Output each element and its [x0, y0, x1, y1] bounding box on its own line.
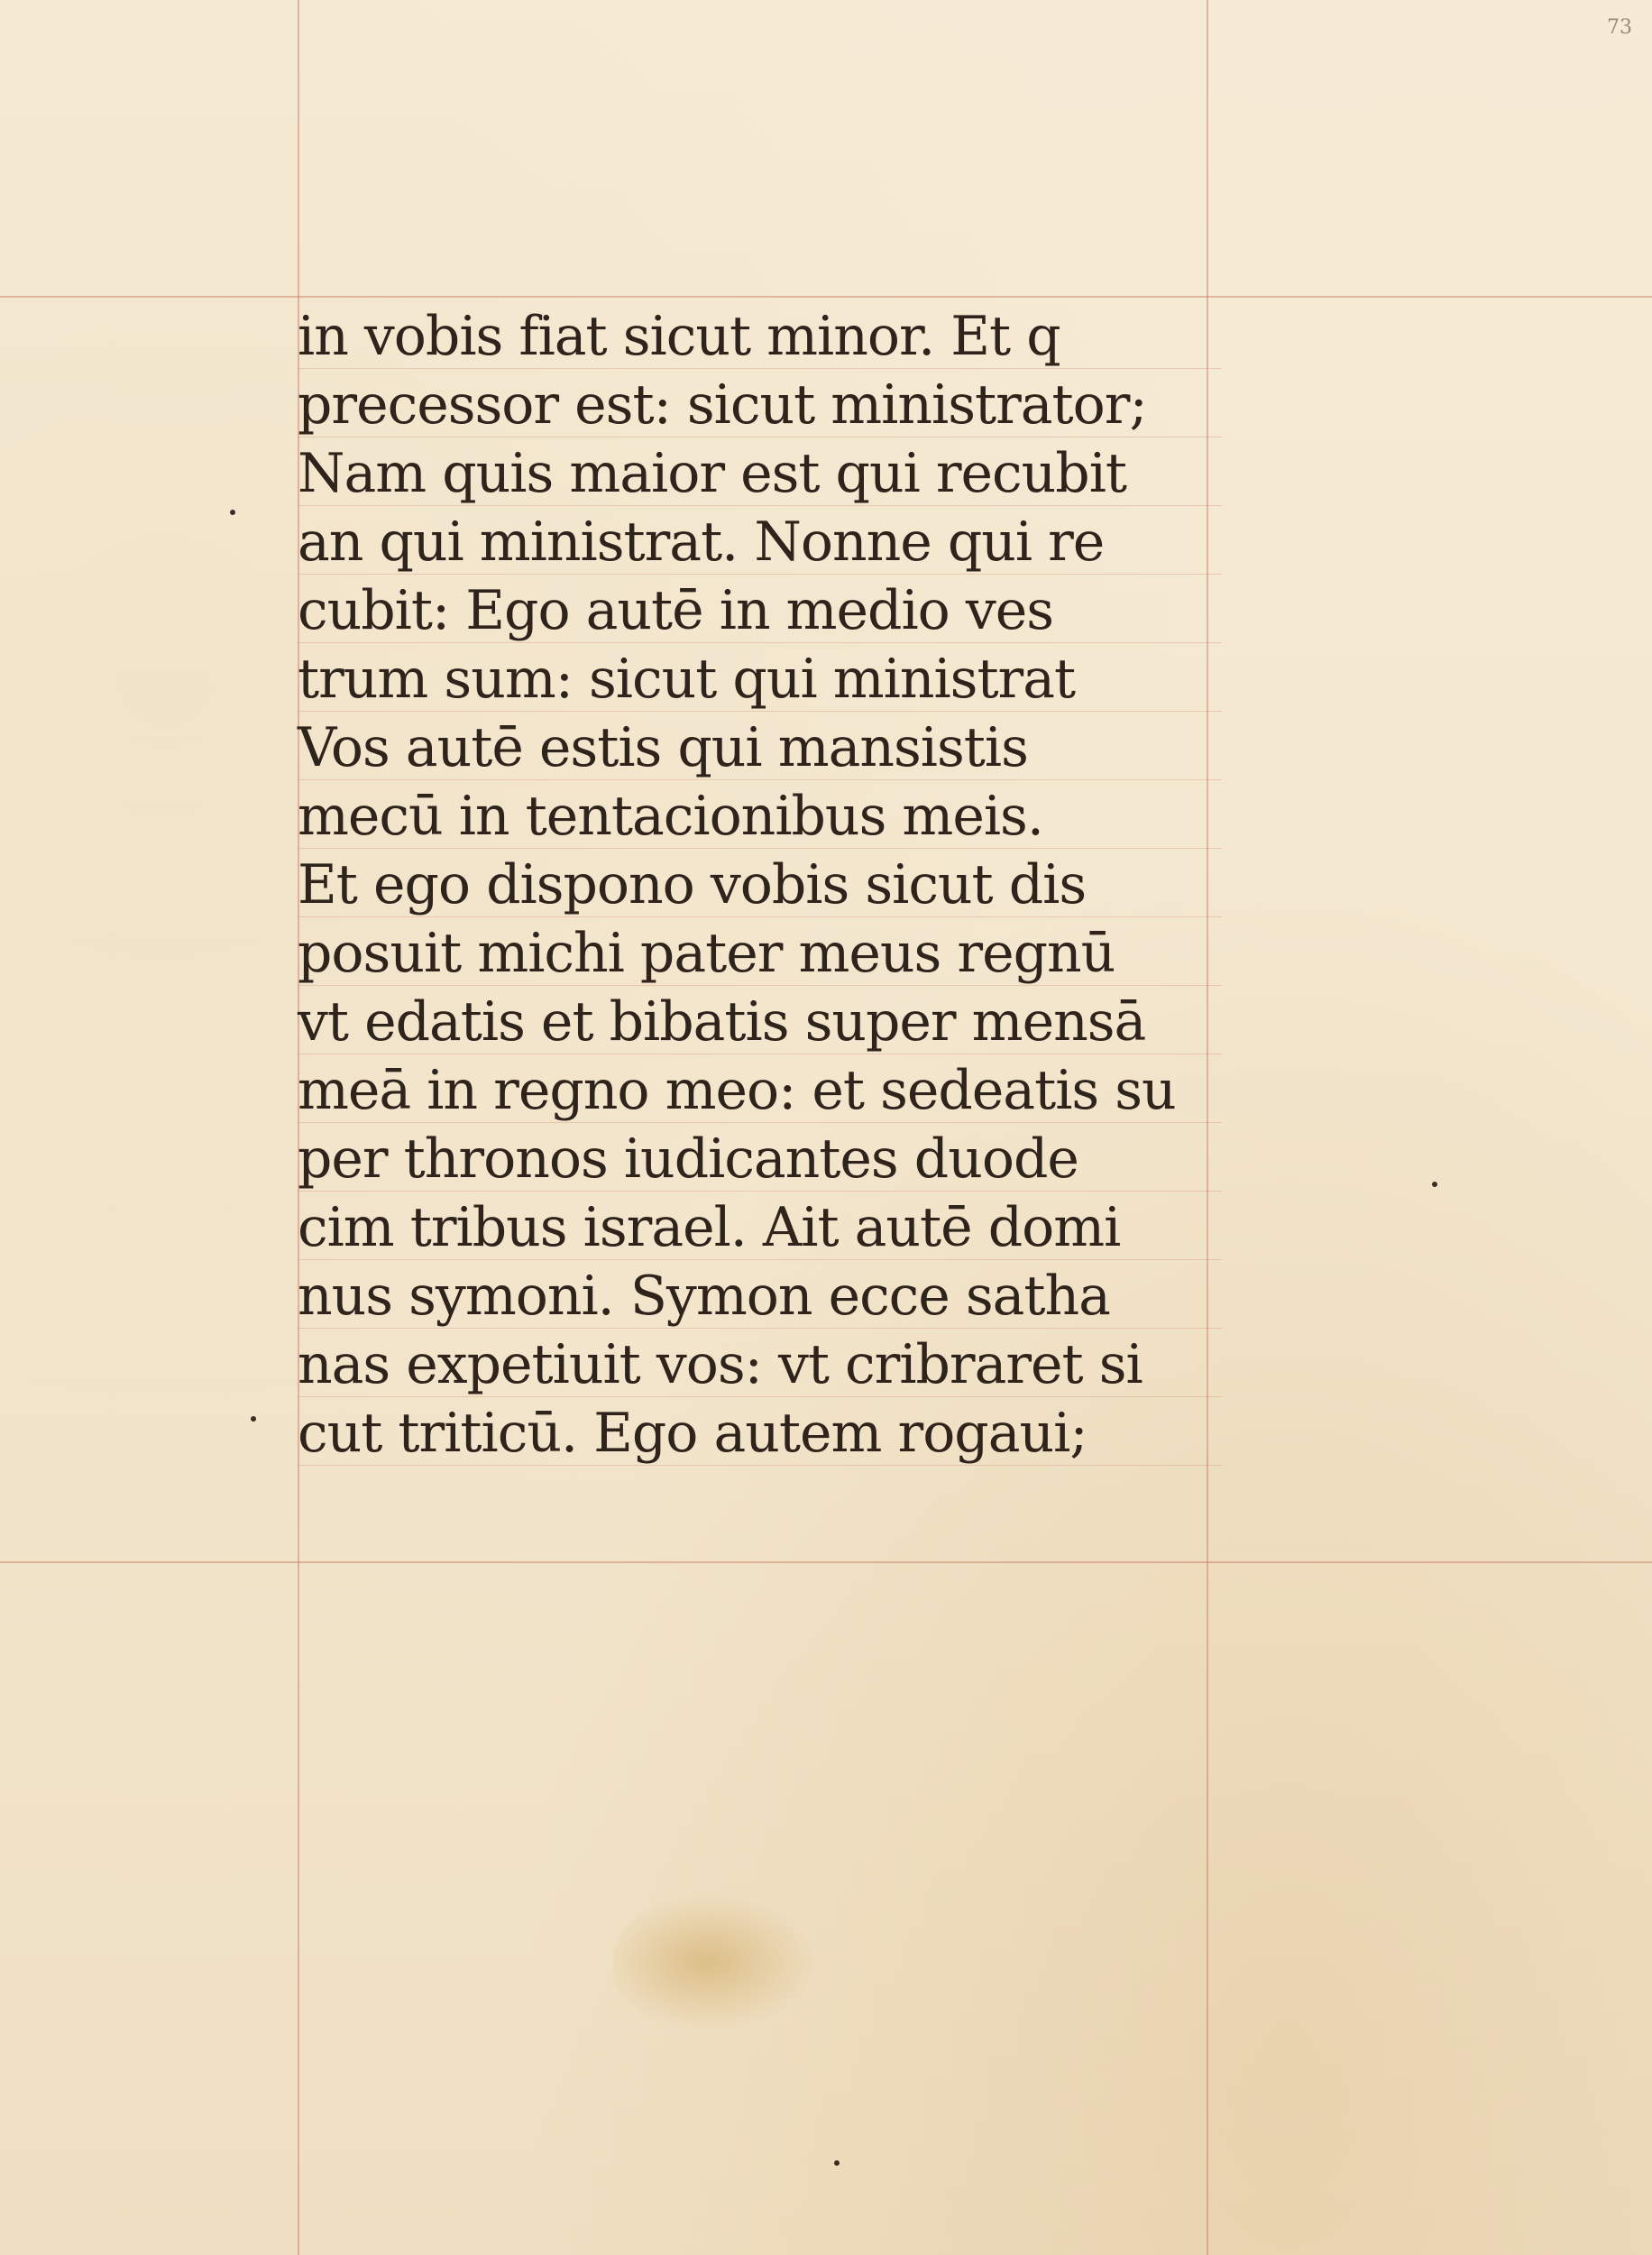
text-line — [298, 506, 1222, 575]
ink-speck — [230, 510, 235, 515]
line-text: cubit: Ego autē in medio ves — [298, 579, 1054, 642]
line-text: mecū in tentacionibus meis. — [298, 785, 1043, 848]
line-text: per thronos iudicantes duode — [298, 1128, 1078, 1191]
text-line — [298, 986, 1222, 1054]
text-line — [298, 917, 1222, 986]
line-text: meā in regno meo: et sedeatis su — [298, 1059, 1176, 1122]
text-line — [298, 1192, 1222, 1260]
text-line — [298, 1260, 1222, 1329]
margin-rule-bottom — [0, 1561, 1652, 1563]
ink-speck — [834, 2160, 840, 2166]
margin-rule-top — [0, 296, 1652, 298]
line-text: trum sum: sicut qui ministrat — [298, 648, 1076, 711]
text-line — [298, 780, 1222, 849]
line-text: cut triticū. Ego autem rogaui; — [298, 1402, 1088, 1465]
text-line — [298, 1397, 1222, 1466]
line-text: an qui ministrat. Nonne qui re — [298, 511, 1105, 574]
ink-speck — [251, 1416, 256, 1422]
line-text: nus symoni. Symon ecce satha — [298, 1265, 1110, 1328]
text-line — [298, 712, 1222, 780]
line-text: Nam quis maior est qui recubit — [298, 442, 1127, 505]
text-block — [298, 300, 1222, 1466]
line-text: posuit michi pater meus regnū — [298, 922, 1115, 985]
line-text: in vobis fiat sicut minor. Et q — [298, 305, 1060, 368]
text-line — [298, 369, 1222, 437]
line-text: Et ego dispono vobis sicut dis — [298, 853, 1087, 916]
ink-speck — [1432, 1182, 1437, 1187]
line-text: Vos autē estis qui mansistis — [298, 716, 1028, 779]
text-line — [298, 1123, 1222, 1192]
text-line — [298, 437, 1222, 506]
line-text: nas expetiuit vos: vt cribraret si — [298, 1333, 1143, 1396]
text-line — [298, 643, 1222, 712]
text-line — [298, 300, 1222, 369]
water-stain — [613, 1890, 821, 2034]
line-text: precessor est: sicut ministrator; — [298, 373, 1147, 437]
line-text: vt edatis et bibatis super mensā — [298, 990, 1146, 1054]
line-text: cim tribus israel. Ait autē domi — [298, 1196, 1121, 1259]
text-line — [298, 849, 1222, 917]
folio-number: 73 — [1607, 16, 1632, 39]
text-line — [298, 1329, 1222, 1397]
text-line — [298, 575, 1222, 643]
text-line — [298, 1054, 1222, 1123]
